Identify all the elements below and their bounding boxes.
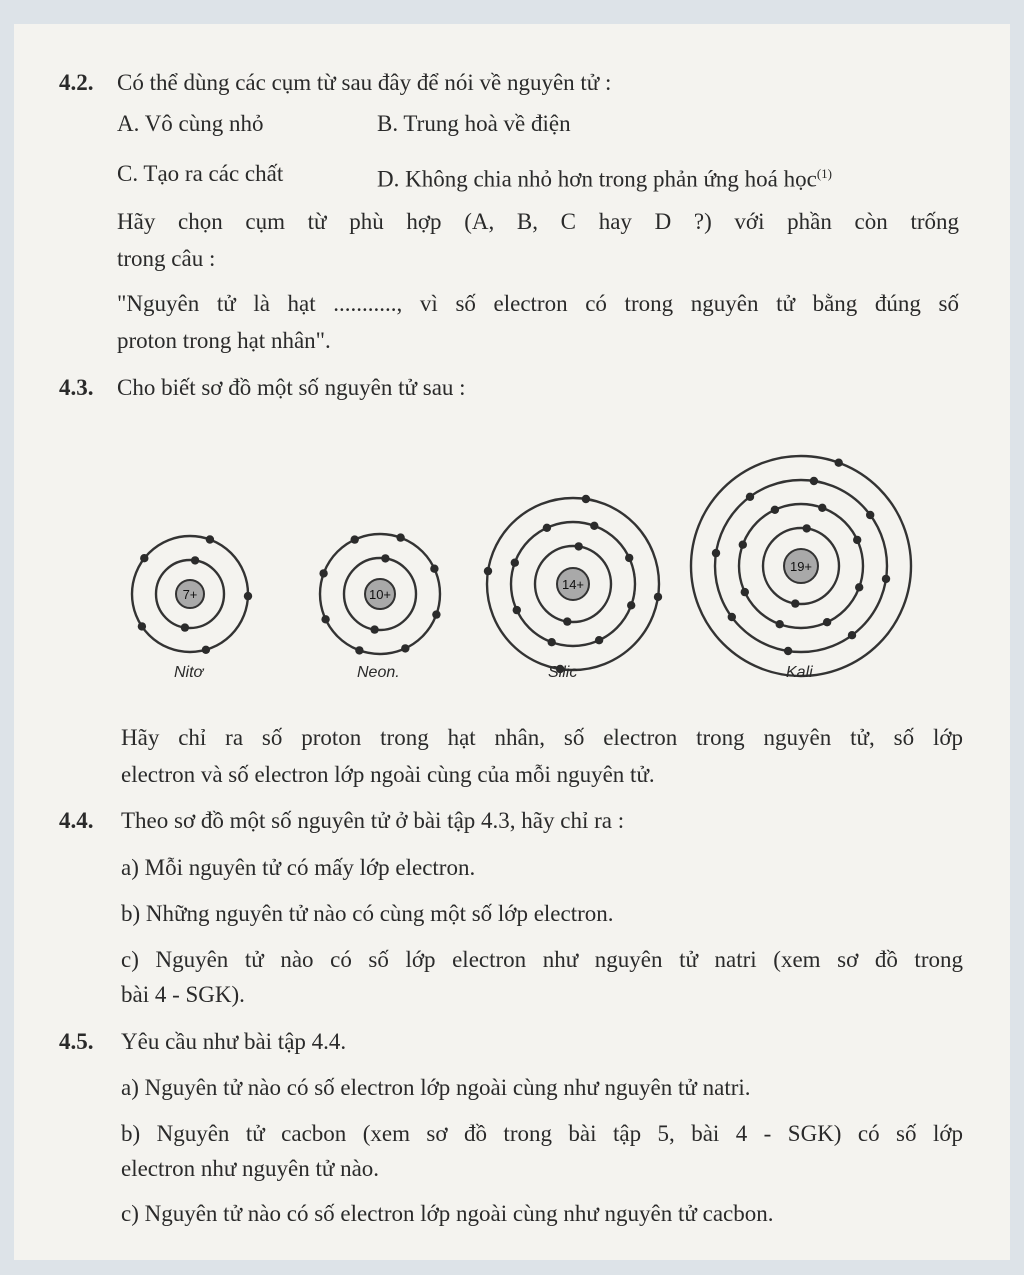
electron: [484, 567, 492, 575]
exercise-4-3-intro: Cho biết sơ đồ một số nguyên tử sau :: [117, 375, 466, 400]
exercise-4-5-c: c) Nguyên tử nào có số electron lớp ngoài cùng như nguyên tử cacbon.: [121, 1201, 774, 1226]
electron: [206, 535, 214, 543]
option-b: B. Trung hoà về điện: [377, 111, 571, 136]
exercise-4-5-b-line1: b) Nguyên tử cacbon (xem sơ đồ trong bài tập 5, bài 4 - SGK) có số lớp: [121, 1121, 963, 1146]
exercise-number-4-5: 4.5.: [59, 1029, 94, 1054]
exercise-4-4-c-line1: c) Nguyên tử nào có số lớp electron như nguyên tử natri (xem sơ đồ trong: [121, 947, 963, 972]
exercise-4-5-a: a) Nguyên tử nào có số electron lớp ngoài cùng như nguyên tử natri.: [121, 1075, 751, 1100]
exercise-4-2-intro: Có thể dùng các cụm từ sau đây để nói về nguyên tử :: [117, 70, 612, 95]
electron: [712, 549, 720, 557]
exercise-4-5-intro: Yêu cầu như bài tập 4.4.: [121, 1029, 347, 1054]
electron: [401, 644, 409, 652]
atom-label-nitrogen: Nitơ: [174, 664, 204, 681]
electron: [595, 636, 603, 644]
electron: [627, 601, 635, 609]
atom-silicon: [484, 495, 662, 673]
exercise-4-4-a: a) Mỗi nguyên tử có mấy lớp electron.: [121, 855, 476, 880]
exercise-4-4-b: b) Những nguyên tử nào có cùng một số lớp electron.: [121, 901, 614, 926]
electron: [543, 524, 551, 532]
electron: [138, 622, 146, 630]
electron: [319, 569, 327, 577]
electron: [181, 623, 189, 631]
option-d-text: D. Không chia nhỏ hơn trong phản ứng hoá học: [377, 166, 817, 192]
electron: [191, 556, 199, 564]
electron: [855, 583, 863, 591]
exercise-4-3-task-line1: Hãy chỉ ra số proton trong hạt nhân, số electron trong nguyên tử, số lớp: [121, 725, 963, 750]
electron: [771, 506, 779, 514]
electron: [739, 541, 747, 549]
electron: [321, 615, 329, 623]
electron: [351, 535, 359, 543]
electron: [654, 593, 662, 601]
option-a: A. Vô cùng nhỏ: [117, 111, 264, 136]
footnote-marker: (1): [816, 166, 833, 181]
nucleus-charge: 7+: [182, 587, 198, 602]
exercise-4-3-task-line2: electron và số electron lớp ngoài cùng của mỗi nguyên tử.: [121, 762, 655, 787]
atom-label-potassium: Kali: [786, 664, 813, 681]
electron: [548, 638, 556, 646]
exercise-4-2-sentence-line2: proton trong hạt nhân".: [117, 328, 331, 353]
electron: [140, 554, 148, 562]
electron: [511, 559, 519, 567]
electron: [582, 495, 590, 503]
electron: [776, 620, 784, 628]
electron: [810, 477, 818, 485]
atom-neon: [319, 533, 440, 654]
electron: [818, 504, 826, 512]
exercise-4-2-instruction-line1: Hãy chọn cụm từ phù hợp (A, B, C hay D ?) với phần còn trống: [117, 209, 959, 234]
electron: [513, 606, 521, 614]
exercise-4-2-sentence-line1: "Nguyên tử là hạt ..........., vì số electron có trong nguyên tử bằng đúng số: [117, 291, 959, 316]
electron: [803, 524, 811, 532]
electron: [381, 554, 389, 562]
atom-label-neon: Neon.: [357, 664, 400, 681]
exercise-4-2-instruction-line2: trong câu :: [117, 246, 216, 271]
atom-potassium: [691, 456, 911, 676]
exercise-number-4-2: 4.2.: [59, 70, 94, 95]
electron: [741, 588, 749, 596]
electron: [370, 625, 378, 633]
exercise-4-4-c-line2: bài 4 - SGK).: [121, 982, 245, 1007]
electron: [823, 618, 831, 626]
exercise-4-4-intro: Theo sơ đồ một số nguyên tử ở bài tập 4.3, hãy chỉ ra :: [121, 808, 625, 833]
exercise-number-4-3: 4.3.: [59, 375, 94, 400]
electron: [396, 533, 404, 541]
electron: [835, 459, 843, 467]
electron: [202, 646, 210, 654]
electron: [575, 542, 583, 550]
option-d: [377, 160, 832, 194]
electron: [563, 617, 571, 625]
electron: [791, 599, 799, 607]
option-c: C. Tạo ra các chất: [117, 161, 284, 186]
exercise-4-5-b-line2: electron như nguyên tử nào.: [121, 1156, 380, 1181]
electron: [355, 646, 363, 654]
nucleus-charge: 19+: [789, 559, 813, 574]
electron: [848, 631, 856, 639]
electron: [432, 610, 440, 618]
electron: [590, 522, 598, 530]
electron: [853, 536, 861, 544]
nucleus-charge: 14+: [561, 577, 585, 592]
electron: [244, 592, 252, 600]
electron: [784, 647, 792, 655]
nucleus-charge: 10+: [368, 587, 392, 602]
electron: [882, 575, 890, 583]
electron: [430, 565, 438, 573]
electron: [625, 554, 633, 562]
electron: [866, 511, 874, 519]
electron: [746, 493, 754, 501]
exercise-number-4-4: 4.4.: [59, 808, 94, 833]
textbook-page: [14, 24, 1010, 1260]
atom-diagrams: [14, 446, 1010, 686]
atom-label-silicon: Silic: [548, 664, 578, 681]
electron: [728, 613, 736, 621]
atom-nitrogen: [132, 535, 252, 654]
